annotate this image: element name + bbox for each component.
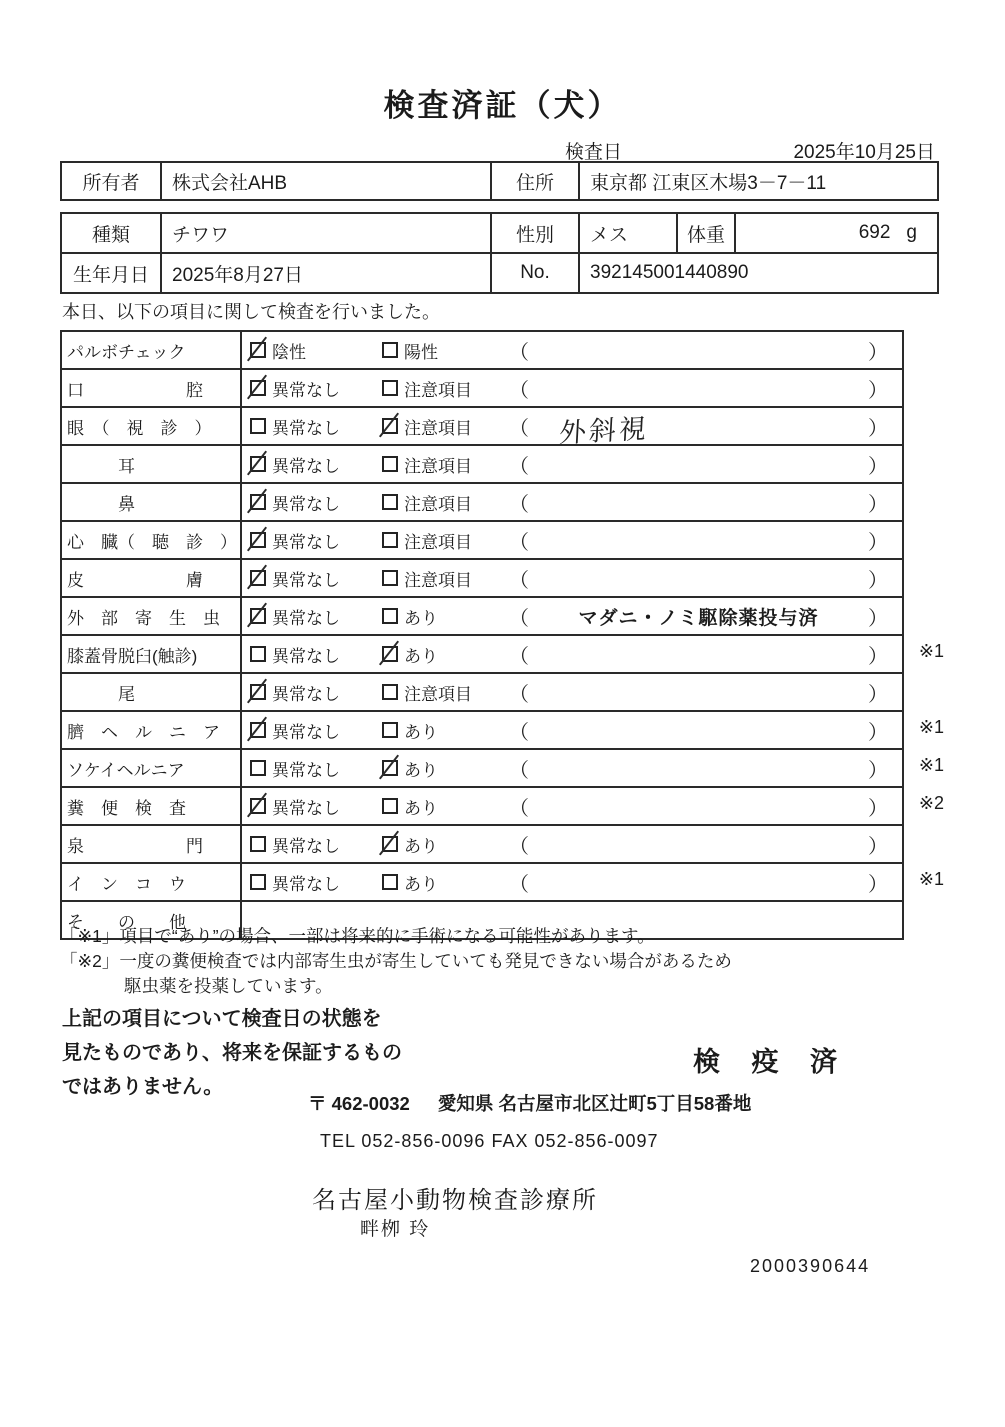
clinic-address-line xyxy=(308,1090,751,1116)
paren-open: （ xyxy=(509,607,529,630)
checklist-row xyxy=(62,408,902,449)
handwritten-comment: 外斜視 xyxy=(558,413,650,449)
checkbox-option xyxy=(250,338,382,363)
checklist-row-body xyxy=(242,712,902,748)
weight-label: 体重 xyxy=(678,214,736,252)
paren-close: ） xyxy=(868,341,888,364)
checkbox-option xyxy=(382,604,509,629)
checklist-row xyxy=(62,750,944,788)
checkbox-option-label: 異常なし xyxy=(272,722,340,742)
paren-close: ） xyxy=(868,379,888,402)
sex-value: メス xyxy=(580,214,678,252)
disclaimer-line-1: 上記の項目について検査日の状態を xyxy=(62,1008,382,1030)
checkbox-option xyxy=(382,414,509,439)
checkbox-option-label: 異常なし xyxy=(272,798,340,818)
disclaimer-line-2: 見たものであり、将来を保証するもの xyxy=(62,1042,402,1064)
checkbox-option-label: 異常なし xyxy=(272,532,340,552)
footnote-1: 「※1」項目で“あり”の場合、一部は将来的に手術になる可能性があります。 xyxy=(60,926,655,946)
checkbox-checked-icon xyxy=(250,494,266,510)
checklist-row xyxy=(62,712,944,750)
footnote-2: 「※2」一度の糞便検査では内部寄生虫が寄生していても発見できない場合があるため xyxy=(60,951,732,971)
checklist-row xyxy=(62,826,902,864)
checklist-row-label: そ の 他 xyxy=(62,902,242,938)
checkbox-option-label: あり xyxy=(404,874,438,894)
checkbox-option xyxy=(382,794,509,819)
breed-value: チワワ xyxy=(162,214,492,252)
checklist-row xyxy=(62,484,902,522)
checkbox-option-label: あり xyxy=(404,608,438,628)
checklist-row xyxy=(62,560,902,598)
checkbox-checked-icon xyxy=(382,646,398,662)
pet-table xyxy=(60,212,939,294)
checklist-row xyxy=(62,598,902,636)
paren-open: （ xyxy=(509,835,529,858)
checkbox-option xyxy=(250,642,382,667)
checklist-row-label: 鼻 xyxy=(62,484,242,520)
paren-open: （ xyxy=(509,379,529,402)
checklist-row-body xyxy=(242,408,902,449)
checklist-row xyxy=(62,446,902,484)
checkbox-option xyxy=(382,376,509,401)
checkbox-option-label: 異常なし xyxy=(272,874,340,894)
checkbox-checked-icon xyxy=(382,418,398,434)
owner-table xyxy=(60,161,939,201)
margin-note: ※1 xyxy=(918,641,944,661)
checkbox-checked-icon xyxy=(250,342,266,358)
checkbox-option xyxy=(382,870,509,895)
checklist-row xyxy=(62,864,944,902)
checkbox-icon xyxy=(250,418,266,434)
owner-value: 株式会社AHB xyxy=(162,163,492,199)
checkbox-icon xyxy=(382,608,398,624)
checklist-row-label: 口 腔 xyxy=(62,370,242,406)
inspection-date-value: 2025年10月25日 xyxy=(793,142,935,163)
birth-value: 2025年8月27日 xyxy=(162,254,492,292)
paren-close: ） xyxy=(868,417,888,440)
checklist-row-label: 泉 門 xyxy=(62,826,242,862)
checkbox-option-label: 注意項目 xyxy=(404,570,472,590)
checkbox-checked-icon xyxy=(250,684,266,700)
checkbox-option-label: あり xyxy=(404,722,438,742)
checkbox-option xyxy=(382,566,509,591)
disclaimer xyxy=(62,1002,402,1104)
inspection-date-label: 検査日 xyxy=(565,142,623,163)
checkbox-icon xyxy=(382,684,398,700)
paren-open: （ xyxy=(509,759,529,782)
checkbox-option xyxy=(250,414,382,439)
checkbox-option-label: 異常なし xyxy=(272,608,340,628)
checkbox-icon xyxy=(382,532,398,548)
checkbox-option-label: 注意項目 xyxy=(404,684,472,704)
paren-open: （ xyxy=(509,645,529,668)
checklist-row-label: 糞 便 検 査 xyxy=(62,788,242,824)
paren-close: ） xyxy=(868,759,888,782)
paren-close: ） xyxy=(868,569,888,592)
checklist-row xyxy=(62,674,902,712)
checkbox-option xyxy=(250,832,382,857)
checkbox-option-label: 陰性 xyxy=(272,342,306,362)
checkbox-icon xyxy=(250,760,266,776)
paren-open: （ xyxy=(509,455,529,478)
checkbox-option-label: あり xyxy=(404,760,438,780)
page-title: 検査済証（犬） xyxy=(383,88,622,123)
checkbox-option xyxy=(250,794,382,819)
checklist-row-label: 尾 xyxy=(62,674,242,710)
weight-value xyxy=(736,214,937,252)
weight-unit: g xyxy=(906,222,917,243)
checklist-row-body xyxy=(242,332,902,368)
paren-open: （ xyxy=(509,797,529,820)
checklist-row-label: ソケイヘルニア xyxy=(62,750,242,786)
checkbox-option-label: 異常なし xyxy=(272,494,340,514)
checkbox-checked-icon xyxy=(250,798,266,814)
checkbox-option-label: 異常なし xyxy=(272,456,340,476)
checklist-row-body xyxy=(242,750,902,786)
margin-note: ※2 xyxy=(918,793,944,813)
clinic-tel-fax: TEL 052-856-0096 FAX 052-856-0097 xyxy=(320,1131,659,1151)
checkbox-icon xyxy=(250,874,266,890)
checkbox-option xyxy=(250,490,382,515)
checklist-row-label: パルボチェック xyxy=(62,332,242,368)
paren-open: （ xyxy=(509,683,529,706)
checkbox-option xyxy=(250,870,382,895)
quarantine-stamp: 検 疫 済 xyxy=(693,1047,850,1077)
paren-close: ） xyxy=(868,721,888,744)
paren-open: （ xyxy=(509,721,529,744)
checklist-row-body xyxy=(242,446,902,482)
sex-label: 性別 xyxy=(492,214,580,252)
margin-note: ※1 xyxy=(918,755,944,775)
checkbox-option-label: 注意項目 xyxy=(404,456,472,476)
checkbox-checked-icon xyxy=(250,532,266,548)
checkbox-checked-icon xyxy=(382,836,398,852)
checklist-table xyxy=(60,330,944,940)
checkbox-icon xyxy=(250,646,266,662)
checkbox-option-label: 異常なし xyxy=(272,836,340,856)
checkbox-option-label: あり xyxy=(404,836,438,856)
checkbox-option-label: 異常なし xyxy=(272,646,340,666)
checklist-row-body xyxy=(242,864,902,900)
paren-close: ） xyxy=(868,493,888,516)
checklist-row-label: 心 臓（ 聴 診 ） xyxy=(62,522,242,558)
checkbox-checked-icon xyxy=(250,722,266,738)
checkbox-option xyxy=(250,680,382,705)
margin-note: ※1 xyxy=(918,869,944,889)
breed-label: 種類 xyxy=(62,214,162,252)
paren-open: （ xyxy=(509,569,529,592)
checkbox-option-label: 異常なし xyxy=(272,684,340,704)
checklist-row-body xyxy=(242,560,902,596)
paren-close: ） xyxy=(868,645,888,668)
checkbox-option xyxy=(250,566,382,591)
clinic-name: 名古屋小動物検査診療所 xyxy=(312,1187,598,1214)
checkbox-option xyxy=(382,528,509,553)
checkbox-checked-icon xyxy=(250,456,266,472)
checklist-row-body xyxy=(242,636,902,672)
footnotes xyxy=(60,924,732,999)
checkbox-option-label: 注意項目 xyxy=(404,418,472,438)
checkbox-option xyxy=(382,338,509,363)
checkbox-option-label: 陽性 xyxy=(404,342,438,362)
checklist-row xyxy=(62,788,944,826)
checkbox-option xyxy=(382,718,509,743)
owner-label: 所有者 xyxy=(62,163,162,199)
checklist-row-body xyxy=(242,484,902,520)
checkbox-checked-icon xyxy=(250,380,266,396)
no-label: No. xyxy=(492,254,580,292)
checkbox-icon xyxy=(382,798,398,814)
checkbox-icon xyxy=(382,874,398,890)
paren-open: （ xyxy=(509,341,529,364)
checklist-row-label: 外 部 寄 生 虫 xyxy=(62,598,242,634)
checkbox-checked-icon xyxy=(250,608,266,624)
checklist-row xyxy=(62,636,944,674)
checklist-row-label: 耳 xyxy=(62,446,242,482)
intro-sentence: 本日、以下の項目に関して検査を行いました。 xyxy=(62,302,440,322)
checklist-row-body xyxy=(242,522,902,558)
checkbox-option-label: 異常なし xyxy=(272,760,340,780)
checkbox-icon xyxy=(382,494,398,510)
disclaimer-line-3: ではありません。 xyxy=(62,1076,224,1098)
margin-note: ※1 xyxy=(918,717,944,737)
checklist-row-label: 皮 膚 xyxy=(62,560,242,596)
checkbox-option-label: 異常なし xyxy=(272,570,340,590)
checkbox-icon xyxy=(382,570,398,586)
checkbox-icon xyxy=(382,456,398,472)
checkbox-option xyxy=(250,528,382,553)
checkbox-option-label: 異常なし xyxy=(272,418,340,438)
checkbox-option-label: 異常なし xyxy=(272,380,340,400)
checkbox-option xyxy=(382,642,509,667)
clinic-address: 愛知県 名古屋市北区辻町5丁目58番地 xyxy=(437,1093,752,1114)
checkbox-option xyxy=(382,490,509,515)
paren-close: ） xyxy=(868,797,888,820)
checkbox-option xyxy=(250,452,382,477)
checkbox-option-label: あり xyxy=(404,646,438,666)
paren-close: ） xyxy=(868,607,888,630)
checklist-row-label: 臍 ヘ ル ニ ア xyxy=(62,712,242,748)
checklist-row-label: 眼 （ 視 診 ） xyxy=(62,408,242,444)
vet-name: 畔栁 玲 xyxy=(360,1219,431,1240)
paren-open: （ xyxy=(509,873,529,896)
address-label: 住所 xyxy=(492,163,580,199)
checkbox-checked-icon xyxy=(382,760,398,776)
paren-open: （ xyxy=(509,493,529,516)
checkbox-option xyxy=(382,832,509,857)
paren-open: （ xyxy=(509,531,529,554)
checkbox-option-label: 注意項目 xyxy=(404,494,472,514)
checklist-row-body xyxy=(242,598,902,634)
checkbox-option-label: あり xyxy=(404,798,438,818)
checklist-row xyxy=(62,332,902,370)
checkbox-option xyxy=(250,718,382,743)
document-number: 2000390644 xyxy=(750,1256,871,1276)
checklist-row-label: 膝蓋骨脱臼(触診) xyxy=(62,636,242,672)
paren-close: ） xyxy=(868,683,888,706)
checkbox-option xyxy=(250,756,382,781)
footnote-3: 駆虫薬を投薬しています。 xyxy=(124,976,333,996)
paren-close: ） xyxy=(868,873,888,896)
weight-number: 692 xyxy=(858,222,891,243)
checkbox-icon xyxy=(382,342,398,358)
checkbox-option xyxy=(382,756,509,781)
checkbox-icon xyxy=(382,380,398,396)
clinic-postal: 〒 462-0032 xyxy=(308,1093,410,1114)
checklist-row xyxy=(62,522,902,560)
no-value: 392145001440890 xyxy=(590,262,749,283)
checkbox-option xyxy=(250,604,382,629)
checklist-row-body xyxy=(242,674,902,710)
paren-close: ） xyxy=(868,835,888,858)
checkbox-option xyxy=(382,452,509,477)
checkbox-option-label: 注意項目 xyxy=(404,380,472,400)
checklist-row-body xyxy=(242,788,902,824)
checkbox-option-label: 注意項目 xyxy=(404,532,472,552)
paren-close: ） xyxy=(868,455,888,478)
checkbox-icon xyxy=(382,722,398,738)
checkbox-option xyxy=(250,376,382,401)
checkbox-option xyxy=(382,680,509,705)
checkbox-icon xyxy=(250,836,266,852)
comment-text: マダニ・ノミ駆除薬投与済 xyxy=(578,607,819,629)
checklist-row-body xyxy=(242,826,902,862)
address-value: 東京都 江東区木場3－7－11 xyxy=(590,172,827,194)
paren-open: （ xyxy=(509,417,529,440)
birth-label: 生年月日 xyxy=(62,254,162,292)
paren-close: ） xyxy=(868,531,888,554)
checkbox-checked-icon xyxy=(250,570,266,586)
checklist-row-label: イ ン コ ウ xyxy=(62,864,242,900)
